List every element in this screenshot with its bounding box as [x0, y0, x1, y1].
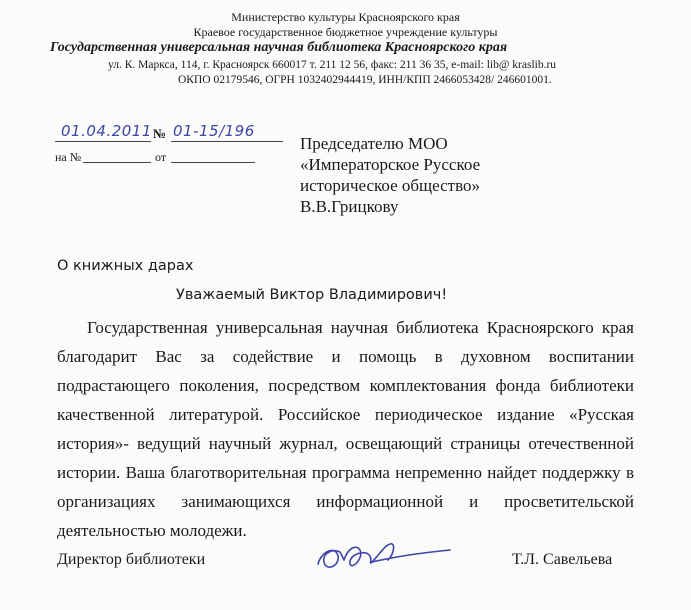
ref-ot-label: от [155, 150, 167, 164]
letter-subject: О книжных дарах [57, 258, 194, 274]
number-sign: № [153, 126, 167, 141]
handwritten-signature-icon [310, 530, 460, 580]
number-underline [171, 141, 283, 142]
addressee-line-2: «Императорское Русское [300, 155, 481, 174]
ref-number-line [83, 162, 151, 163]
library-codes: ОКПО 02179546, ОГРН 1032402944419, ИНН/КПП 2466053428/ 246601001. [178, 74, 552, 86]
date-underline [55, 141, 151, 142]
institution-type-line: Краевое государственное бюджетное учреждение культуры [193, 25, 498, 39]
ref-date-line [171, 162, 255, 163]
signatory-name: Т.Л. Савельева [512, 551, 613, 568]
addressee-line-4: В.В.Грицкову [300, 197, 399, 216]
letter-body: Государственная универсальная научная библиотека Красноярского края благодарит Вас за содействие и помощь в духовном воспитании подрастающего поколения, посредством комплектования фонда библиотеки качественной литературой. Российское периодическое издание «Русская история»- ведущий научный журнал, освещающий страницы отечественной истории. Ваша благотворительная программа непременно найдет поддержку в организациях занимающихся информационной и просветительской деятельностью молодежи. [57, 318, 634, 540]
addressee-line-1: Председателю МОО [300, 134, 448, 153]
ministry-line: Министерство культуры Красноярского края [231, 10, 460, 24]
outgoing-number: 01-15/196 [173, 122, 255, 140]
outgoing-registration [55, 122, 290, 146]
signatory-position: Директор библиотеки [57, 551, 206, 568]
library-name: Государственная универсальная научная библиотека Красноярского края [50, 40, 508, 55]
incoming-reference [55, 150, 290, 166]
letter-greeting: Уважаемый Виктор Владимирович! [176, 287, 448, 303]
addressee-line-3: историческое общество» [300, 176, 481, 195]
library-address: ул. К. Маркса, 114, г. Красноярск 660017 т. 211 12 56, факс: 211 36 35, e-mail: lib@ kraslib.ru [108, 59, 557, 71]
outgoing-date: 01.04.2011 [61, 122, 152, 140]
ref-na-label: на № [55, 150, 82, 164]
